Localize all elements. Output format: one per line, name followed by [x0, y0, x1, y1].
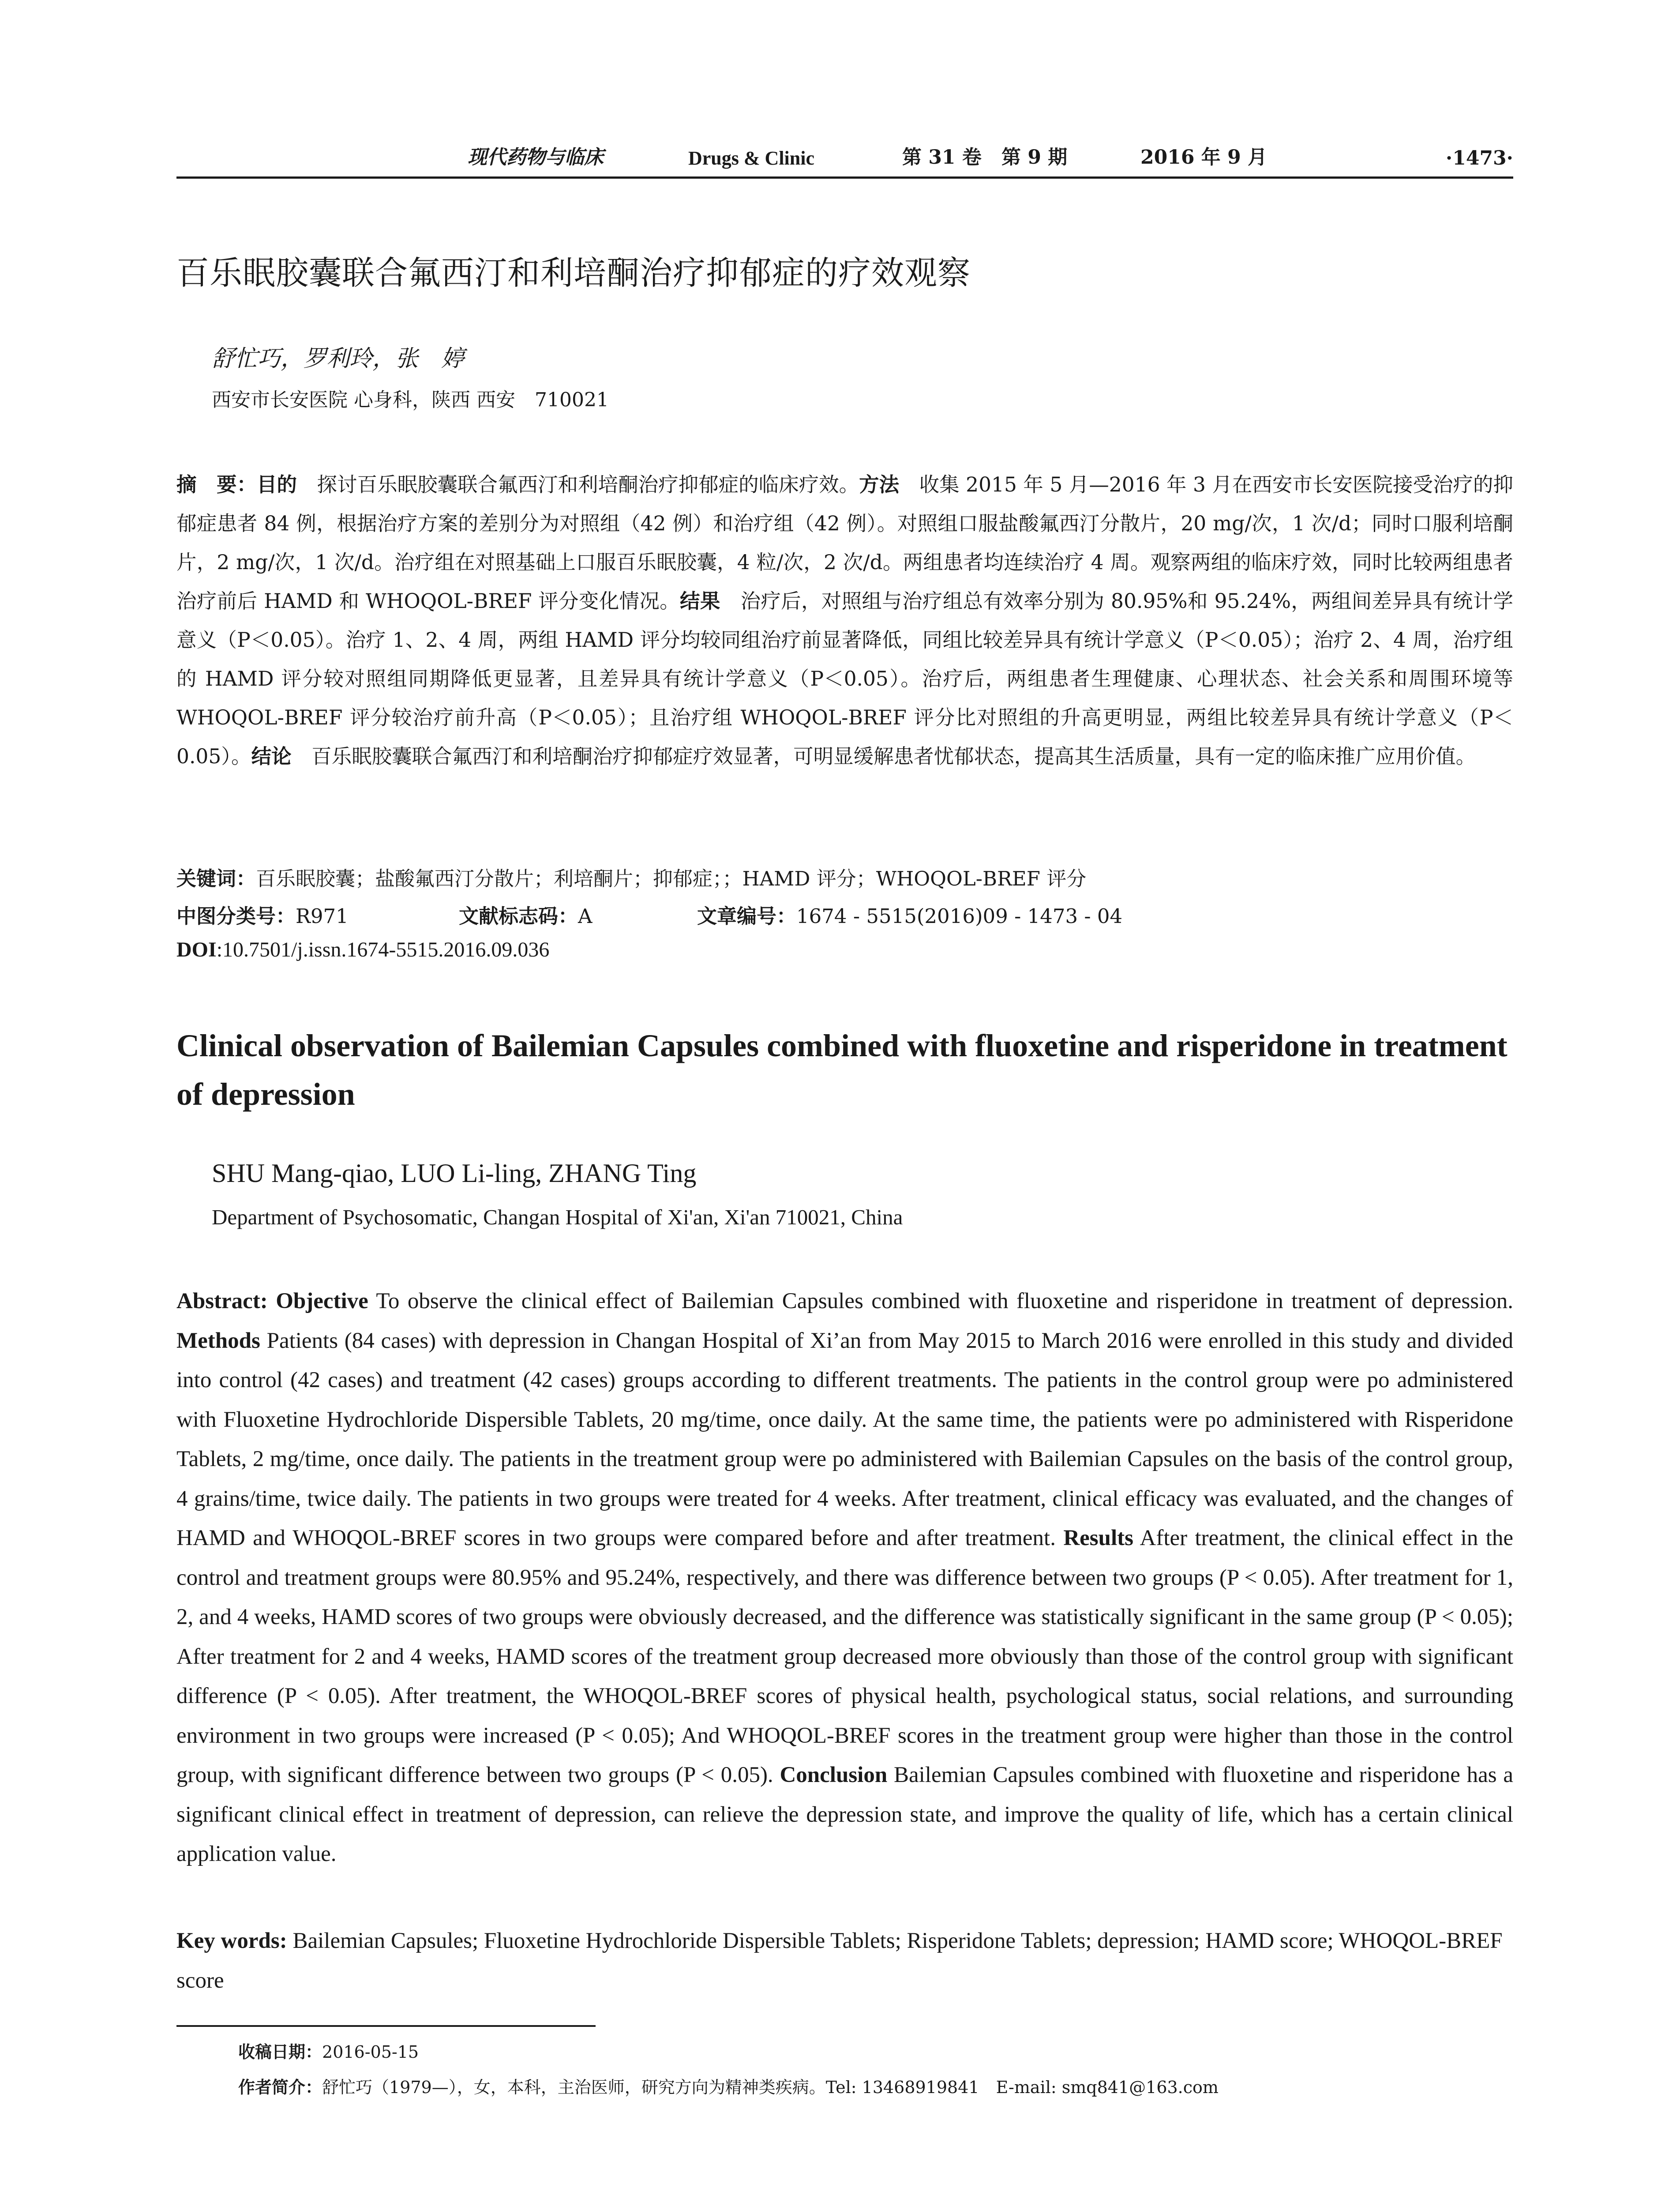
article-number: 文章编号：1674 - 5515(2016)09 - 1473 - 04	[697, 904, 1123, 928]
conclusion-label-cn: 结论	[251, 745, 292, 768]
journal-issue: 第 9 期	[1001, 146, 1068, 169]
keywords-label-cn: 关键词：	[176, 867, 256, 890]
methods-text-en: Patients (84 cases) with depression in Changan Hospital of Xi’an from May 2015 to March 2016 were enrolled in this study and divided into control (42 cases) and treatment (42 cases) groups according to different treatments. The patients in the control group were po administered with Fluoxetine Hydrochloride Dispersible Tablets, 20 mg/time, once daily. At the same time, the patients were po administered with Risperidone Tablets, 2 mg/time, once daily. The patients in the treatment group were po administered with Bailemian Capsules on the basis of the control group, 4 grains/time, twice daily. The patients in two groups were treated for 4 weeks. After treatment, clinical efficacy was evaluated, and the changes of HAMD and WHOQOL-BREF scores in two groups were compared before and after treatment.	[176, 1328, 1513, 1550]
journal-name-cn: 现代药物与临床	[468, 146, 604, 169]
abstract-cn	[176, 465, 1513, 776]
article-page	[176, 0, 1513, 2206]
methods-label-en: Methods	[176, 1328, 260, 1353]
objective-label-en: Objective	[276, 1289, 368, 1313]
keywords-cn	[176, 863, 1513, 891]
abstract-en	[176, 1282, 1513, 1874]
footnote-divider	[176, 2025, 596, 2027]
results-label-en: Results	[1063, 1526, 1134, 1550]
methods-text-cn: 收集 2015 年 5 月—2016 年 3 月在西安市长安医院接受治疗的抑郁症患者 84 例，根据治疗方案的差别分为对照组（42 例）和治疗组（42 例）。对照组口服盐酸氟西汀分散片，20 mg/次，1 次/d；同时口服利培酮片，2 mg/次，1 次/d。治疗组在对照基础上口服百乐眠胶囊，4 粒/次，2 次/d。两组患者均连续治疗 4 周。观察两组的临床疗效，同时比较两组患者治疗前后 HAMD 和 WHOQOL-BREF 评分变化情况。	[176, 473, 1513, 613]
footnote-received-date: 收稿日期：2016-05-15	[238, 2042, 419, 2062]
article-title-cn: 百乐眠胶囊联合氟西汀和利培酮治疗抑郁症的疗效观察	[176, 254, 971, 292]
keywords-text-cn: 百乐眠胶囊；盐酸氟西汀分散片；利培酮片；抑郁症；；HAMD 评分；WHOQOL-BREF 评分	[256, 867, 1087, 890]
doi-label: DOI	[176, 938, 217, 961]
abstract-label-en: Abstract:	[176, 1289, 276, 1313]
journal-volume: 第 31 卷	[902, 146, 982, 169]
doi-line	[176, 938, 1513, 962]
authors-en: SHU Mang-qiao, LUO Li-ling, ZHANG Ting	[212, 1159, 697, 1188]
affiliation-en: Department of Psychosomatic, Changan Hospital of Xi'an, Xi'an 710021, China	[212, 1205, 903, 1229]
results-text-en: After treatment, the clinical effect in the control and treatment groups were 80.95% and 95.24%, respectively, and there was difference between two groups (P < 0.05). After treatment for 1, 2, and 4 weeks, HAMD scores of two groups were obviously decreased, and the difference was statistically significant in the same group (P < 0.05); After treatment for 2 and 4 weeks, HAMD scores of the treatment group decreased more obviously than those of the control group with significant difference (P < 0.05). After treatment, the WHOQOL-BREF scores of physical health, psychological status, social relations, and surrounding environment in two groups were increased (P < 0.05); And WHOQOL-BREF scores in the treatment group were higher than those in the control group, with significant difference between two groups (P < 0.05).	[176, 1526, 1513, 1787]
results-label-cn: 结果	[680, 589, 720, 613]
objective-label-cn: 目的	[257, 473, 297, 496]
results-text-cn: 治疗后，对照组与治疗组总有效率分别为 80.95%和 95.24%，两组间差异具有统计学意义（P＜0.05）。治疗 1、2、4 周，两组 HAMD 评分均较同组治疗前显著降低，同组比较差异具有统计学意义（P＜0.05）；治疗 2、4 周，治疗组的 HAMD 评分较对照组同期降低更显著，且差异具有统计学意义（P＜0.05）。治疗后，两组患者生理健康、心理状态、社会关系和周围环境等 WHOQOL-BREF 评分较治疗前升高（P＜0.05）；且治疗组 WHOQOL-BREF 评分比对照组的升高更明显，两组比较差异具有统计学意义（P＜0.05）。	[176, 589, 1513, 768]
doi-value: :10.7501/j.issn.1674-5515.2016.09.036	[216, 938, 550, 961]
keywords-en	[176, 1921, 1513, 2000]
document-code: 文献标志码：A	[459, 904, 592, 928]
journal-name-en: Drugs & Clinic	[688, 147, 814, 169]
keywords-text-en: Bailemian Capsules; Fluoxetine Hydrochloride Dispersible Tablets; Risperidone Tablets; depression; HAMD score; WHOQOL-BREF score	[176, 1928, 1503, 1993]
abstract-label-cn: 摘 要：	[176, 473, 257, 496]
conclusion-text-en: Bailemian Capsules combined with fluoxetine and risperidone has a significant clinical effect in treatment of depression, can relieve the depression state, and improve the quality of life, which has a certain clinical application value.	[176, 1763, 1514, 1866]
authors-cn: 舒忙巧，罗利玲，张 婷	[212, 345, 465, 372]
conclusion-text-cn: 百乐眠胶囊联合氟西汀和利培酮治疗抑郁症疗效显著，可明显缓解患者忧郁状态，提高其生活质量，具有一定的临床推广应用价值。	[291, 745, 1476, 768]
journal-date: 2016 年 9 月	[1140, 146, 1268, 169]
running-header	[176, 141, 1513, 179]
clc-number: 中图分类号：R971	[176, 904, 349, 928]
article-title-en: Clinical observation of Bailemian Capsules combined with fluoxetine and risperidone in treatment of depression	[176, 1028, 1508, 1112]
affiliation-cn: 西安市长安医院 心身科，陕西 西安 710021	[212, 389, 609, 411]
objective-text-en: To observe the clinical effect of Bailemian Capsules combined with fluoxetine and risperidone in treatment of depression.	[368, 1289, 1514, 1313]
footnote-author-bio: 作者简介：舒忙巧（1979—），女，本科，主治医师，研究方向为精神类疾病。Tel: 13468919841 E-mail: smq841@163.com	[238, 2078, 1219, 2097]
conclusion-label-en: Conclusion	[780, 1763, 888, 1787]
methods-label-cn: 方法	[859, 473, 900, 496]
page-number: ·1473·	[1445, 147, 1513, 169]
keywords-label-en: Key words:	[176, 1928, 293, 1953]
objective-text-cn: 探讨百乐眠胶囊联合氟西汀和利培酮治疗抑郁症的临床疗效。	[297, 473, 859, 496]
